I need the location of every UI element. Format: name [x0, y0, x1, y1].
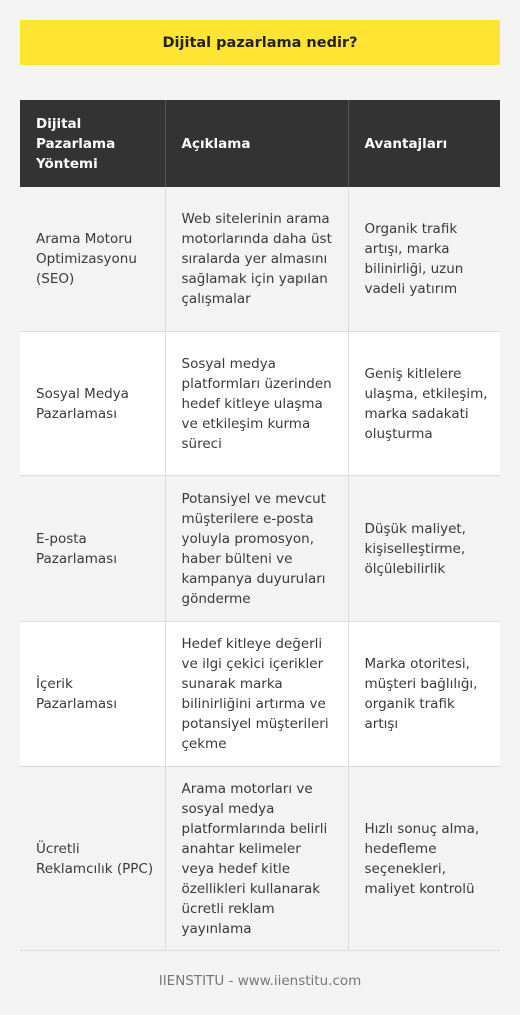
table-row: [20, 476, 500, 622]
table-header-row: [20, 100, 500, 187]
cell-method: Sosyal Medya Pazarlaması: [20, 332, 165, 476]
cell-advantages: Hızlı sonuç alma, hedefleme seçenekleri, maliyet kontrolü: [348, 767, 500, 951]
digital-marketing-table: [20, 100, 500, 951]
cell-advantages: Geniş kitlelere ulaşma, etkileşim, marka sadakati oluşturma: [348, 332, 500, 476]
table-row: [20, 622, 500, 767]
cell-description: Web sitelerinin arama motorlarında daha üst sıralarda yer almasını sağlamak için yapılan çalışmalar: [165, 187, 348, 332]
cell-description: Hedef kitleye değerli ve ilgi çekici içerikler sunarak marka bilinirliğini artırma ve potansiyel müşterileri çekme: [165, 622, 348, 767]
cell-advantages: Marka otoritesi, müşteri bağlılığı, organik trafik artışı: [348, 622, 500, 767]
cell-method: Arama Motoru Optimizasyonu (SEO): [20, 187, 165, 332]
cell-description: Arama motorları ve sosyal medya platformlarında belirli anahtar kelimeler veya hedef kitle özellikleri kullanarak ücretli reklam yayınlama: [165, 767, 348, 951]
cell-method: Ücretli Reklamcılık (PPC): [20, 767, 165, 951]
page-title-banner: [20, 20, 500, 65]
cell-description: Potansiyel ve mevcut müşterilere e-posta yoluyla promosyon, haber bülteni ve kampanya duyuruları gönderme: [165, 476, 348, 622]
cell-advantages: Düşük maliyet, kişiselleştirme, ölçülebilirlik: [348, 476, 500, 622]
table-row: [20, 332, 500, 476]
table-row: [20, 767, 500, 951]
cell-description: Sosyal medya platformları üzerinden hedef kitleye ulaşma ve etkileşim kurma süreci: [165, 332, 348, 476]
cell-method: İçerik Pazarlaması: [20, 622, 165, 767]
cell-advantages: Organik trafik artışı, marka bilinirliği, uzun vadeli yatırım: [348, 187, 500, 332]
header-advantages: Avantajları: [348, 100, 500, 187]
header-description: Açıklama: [165, 100, 348, 187]
cell-method: E-posta Pazarlaması: [20, 476, 165, 622]
footer-credit: IIENSTITU - www.iienstitu.com: [158, 973, 362, 989]
table-row: [20, 187, 500, 332]
page-title: Dijital pazarlama nedir?: [162, 34, 358, 51]
header-method: Dijital Pazarlama Yöntemi: [20, 100, 165, 187]
